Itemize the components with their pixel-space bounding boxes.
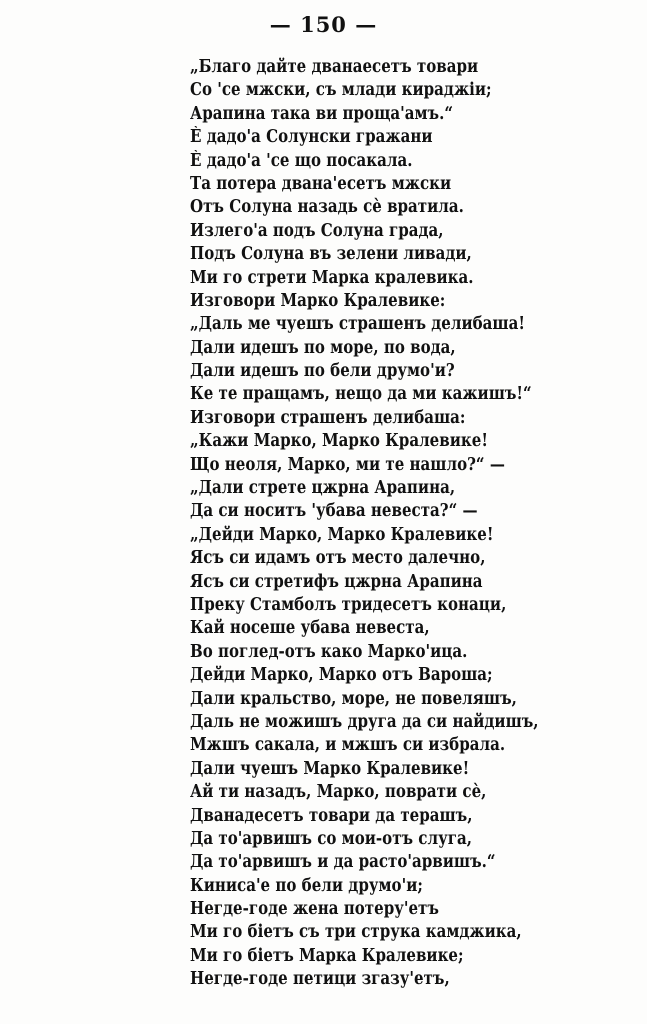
poem-line: Ми го біетъ съ три струка камджика,	[190, 922, 522, 943]
poem-line: Дали идешъ по море, по вода,	[190, 337, 456, 358]
poem-line: „Благо дайте дванаесетъ товари	[190, 57, 479, 77]
poem-line: Даль не можишъ друга да си найдишъ,	[190, 711, 539, 732]
poem-line: Дванадесетъ товари да терашъ,	[190, 805, 473, 826]
poem-line: Ми го стрети Марка кралевика.	[190, 267, 474, 288]
poem-line: Изговори страшенъ делибаша:	[190, 407, 466, 428]
poem-line: Ясъ си идамъ отъ место далечно,	[190, 548, 486, 569]
poem-line: Подъ Солуна въ зелени ливади,	[190, 244, 472, 265]
poem-line: Во поглед-отъ како Марко'ица.	[190, 641, 468, 662]
poem-line: Да то'арвишъ со мои-отъ слуга,	[190, 828, 472, 849]
poem-line: Дейди Марко, Марко отъ Вароша;	[190, 665, 493, 686]
poem-line: Що неоля, Марко, ми те нашло?“ —	[190, 454, 505, 475]
page-number: — 150 —	[269, 12, 378, 37]
poem-line: „Дейди Марко, Марко Кралевике!	[190, 524, 494, 545]
poem-line: Изговори Марко Кралевике:	[190, 290, 446, 311]
poem-line: Ясъ си стретифъ цжрна Арапина	[190, 571, 483, 592]
poem-line: Излего'а подъ Солуна града,	[190, 220, 444, 241]
poem-line: Киниса'е по бели друмо'и;	[190, 875, 423, 896]
poem-line: Отъ Солуна назадь сѐ вратила.	[190, 197, 464, 218]
poem-line: Кай носеше убава невеста,	[190, 618, 430, 639]
poem-line: „Даль ме чуешъ страшенъ делибаша!	[190, 314, 525, 335]
poem-line: Дали кральство, море, не повеляшъ,	[190, 688, 517, 709]
poem-text	[190, 56, 630, 992]
poem-line: Ке те пращамъ, нещо да ми кажишъ!“	[190, 384, 532, 405]
poem-line: Дали чуешъ Марко Кралевике!	[190, 758, 470, 779]
poem-line: Мжшъ сакала, и мжшъ си избрала.	[190, 735, 506, 756]
poem-line: Негде-годе петици згазу'етъ,	[190, 969, 450, 990]
poem-line: Та потера двана'есетъ мжски	[190, 173, 452, 194]
poem-line: Да си носитъ 'убава невеста?“ —	[190, 501, 478, 522]
poem-line: Ми го біетъ Марка Кралевике;	[190, 945, 464, 966]
poem-line: Преку Стамболъ тридесетъ конаци,	[190, 594, 507, 615]
poem-line: Ѐ дадо'а Солунски гражани	[190, 127, 433, 148]
poem-line: Со 'се мжски, съ млади кираджіи;	[190, 80, 492, 101]
poem-line: Негде-годе жена потеру'етъ	[190, 899, 439, 920]
poem-line: Дали идешъ по бели друмо'и?	[190, 361, 455, 382]
poem-line: Да то'арвишъ и да расто'арвишъ.“	[190, 852, 496, 873]
poem-line: „Дали стрете цжрна Арапина,	[190, 478, 456, 499]
poem-line: „Кажи Марко, Марко Кралевике!	[190, 431, 488, 452]
poem-line: Ѐ дадо'а 'се що посакала.	[190, 150, 413, 171]
poem-line: Ай ти назадъ, Марко, поврати сѐ,	[190, 782, 487, 803]
poem-line: Арапина така ви проща'амъ.“	[190, 103, 454, 124]
